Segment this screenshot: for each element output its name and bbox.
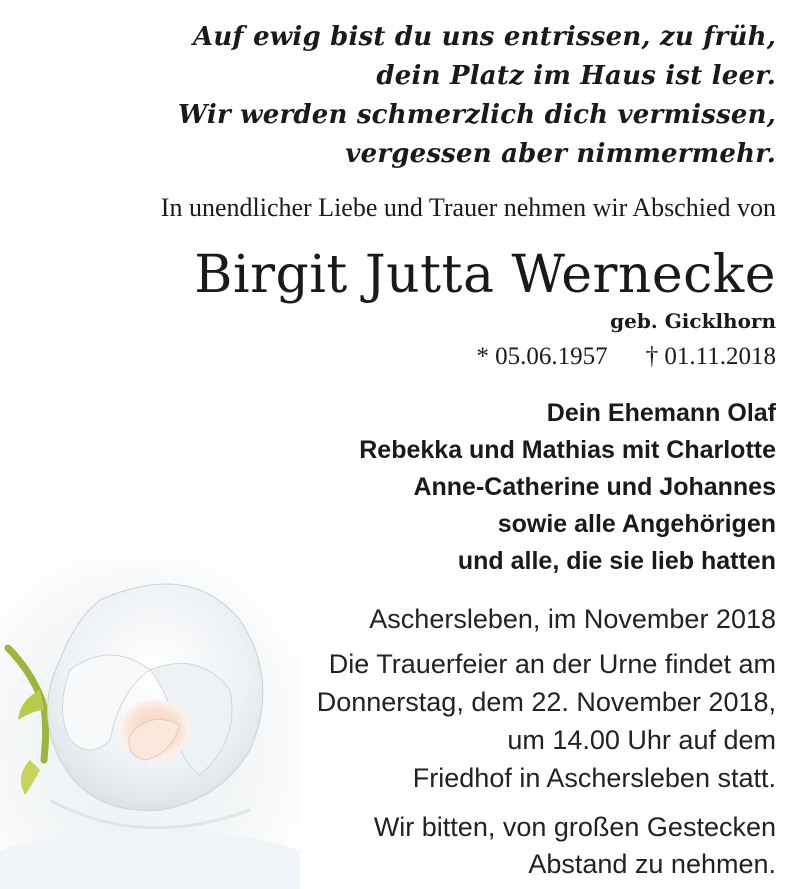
poem-line: Wir werden schmerzlich dich vermissen,: [177, 100, 776, 130]
funeral-line: Donnerstag, dem 22. November 2018,: [316, 687, 776, 717]
place-date: Aschersleben, im November 2018: [369, 604, 776, 634]
mourner-line: Rebekka und Mathias mit Charlotte: [359, 436, 776, 464]
maiden-name: geb. Gicklhorn: [610, 309, 776, 333]
funeral-line: um 14.00 Uhr auf dem: [507, 725, 776, 755]
poem-line: Auf ewig bist du uns entrissen, zu früh,: [192, 22, 776, 52]
intro-text: In unendlicher Liebe und Trauer nehmen wir Abschied von: [160, 193, 776, 222]
mourner-line: Anne-Catherine und Johannes: [413, 473, 776, 501]
life-dates: [476, 343, 776, 371]
mourner-line: sowie alle Angehörigen: [497, 510, 776, 538]
mourner-line: Dein Ehemann Olaf: [546, 399, 776, 427]
request-line: Abstand zu nehmen.: [528, 849, 776, 879]
mourner-line: und alle, die sie lieb hatten: [457, 547, 776, 575]
request-line: Wir bitten, von großen Gestecken: [373, 812, 776, 842]
deceased-name: Birgit Jutta Wernecke: [194, 245, 776, 305]
birth-date: * 05.06.1957: [476, 343, 608, 370]
funeral-line: Die Trauerfeier an der Urne findet am: [328, 649, 776, 679]
death-date: † 01.11.2018: [645, 343, 776, 370]
poem-line: dein Platz im Haus ist leer.: [376, 61, 776, 91]
poem-line: vergessen aber nimmermehr.: [345, 139, 776, 169]
funeral-line: Friedhof in Aschersleben statt.: [412, 763, 776, 793]
